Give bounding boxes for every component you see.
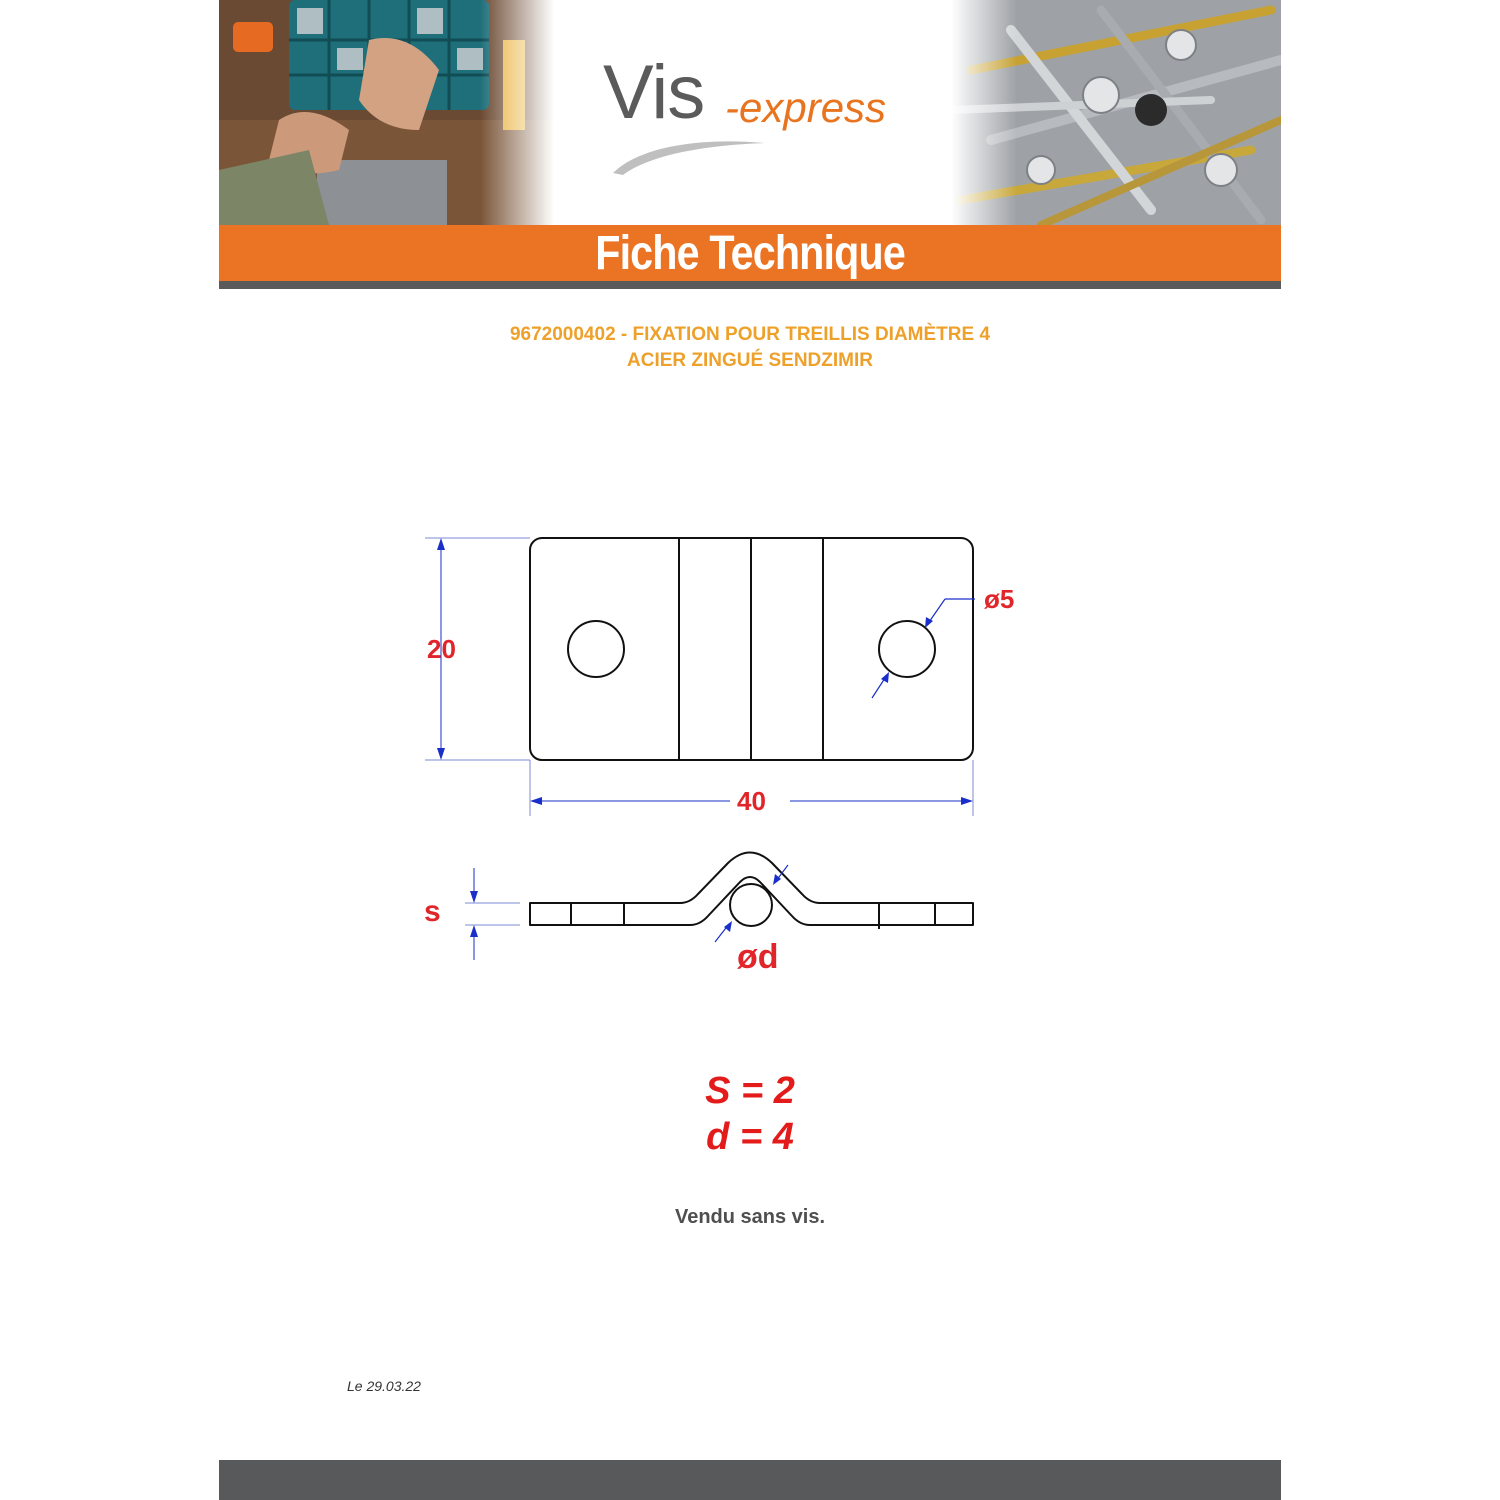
hole-diameter-label: ø5	[984, 584, 1015, 614]
hands-sorting-screws-photo	[219, 0, 554, 225]
spec-thickness: S = 2	[705, 1070, 795, 1112]
vis-express-logo	[599, 50, 919, 185]
logo-wordmark: Vis	[603, 50, 705, 135]
spec-wire-diameter: d = 4	[706, 1116, 794, 1158]
page-title: Fiche Technique	[595, 226, 905, 280]
logo-swoosh-icon	[609, 133, 769, 177]
product-title-line1: 9672000402 - FIXATION POUR TREILLIS DIAMÈTRE 4	[509, 324, 991, 345]
wire-section	[730, 884, 772, 926]
thickness-label: s	[424, 895, 441, 928]
logo-subword: -express	[725, 84, 887, 131]
mounting-hole-left	[568, 621, 624, 677]
drawing-canvas	[400, 520, 1040, 990]
technical-drawing	[400, 520, 1040, 990]
mounting-hole-right	[879, 621, 935, 677]
bracket-profile	[530, 853, 973, 926]
title-bar	[219, 225, 1281, 281]
hole-dimension	[872, 599, 975, 698]
footer-bar	[219, 1460, 1281, 1500]
pile-of-screws-photo	[951, 0, 1281, 225]
top-view	[530, 538, 973, 760]
width-label: 40	[737, 786, 766, 816]
side-view	[530, 853, 973, 930]
product-title-line2: ACIER ZINGUÉ SENDZIMIR	[627, 350, 873, 371]
datasheet-page	[219, 0, 1281, 1500]
height-label: 20	[427, 634, 456, 664]
thickness-dimension	[465, 868, 520, 960]
header-banner	[219, 0, 1281, 225]
sold-without-screws-note: Vendu sans vis.	[674, 1206, 826, 1228]
product-title	[219, 322, 1281, 374]
title-underline	[219, 281, 1281, 289]
document-date: Le 29.03.22	[347, 1378, 421, 1394]
spec-values	[219, 1068, 1281, 1160]
wire-diameter-label: ød	[737, 938, 779, 976]
